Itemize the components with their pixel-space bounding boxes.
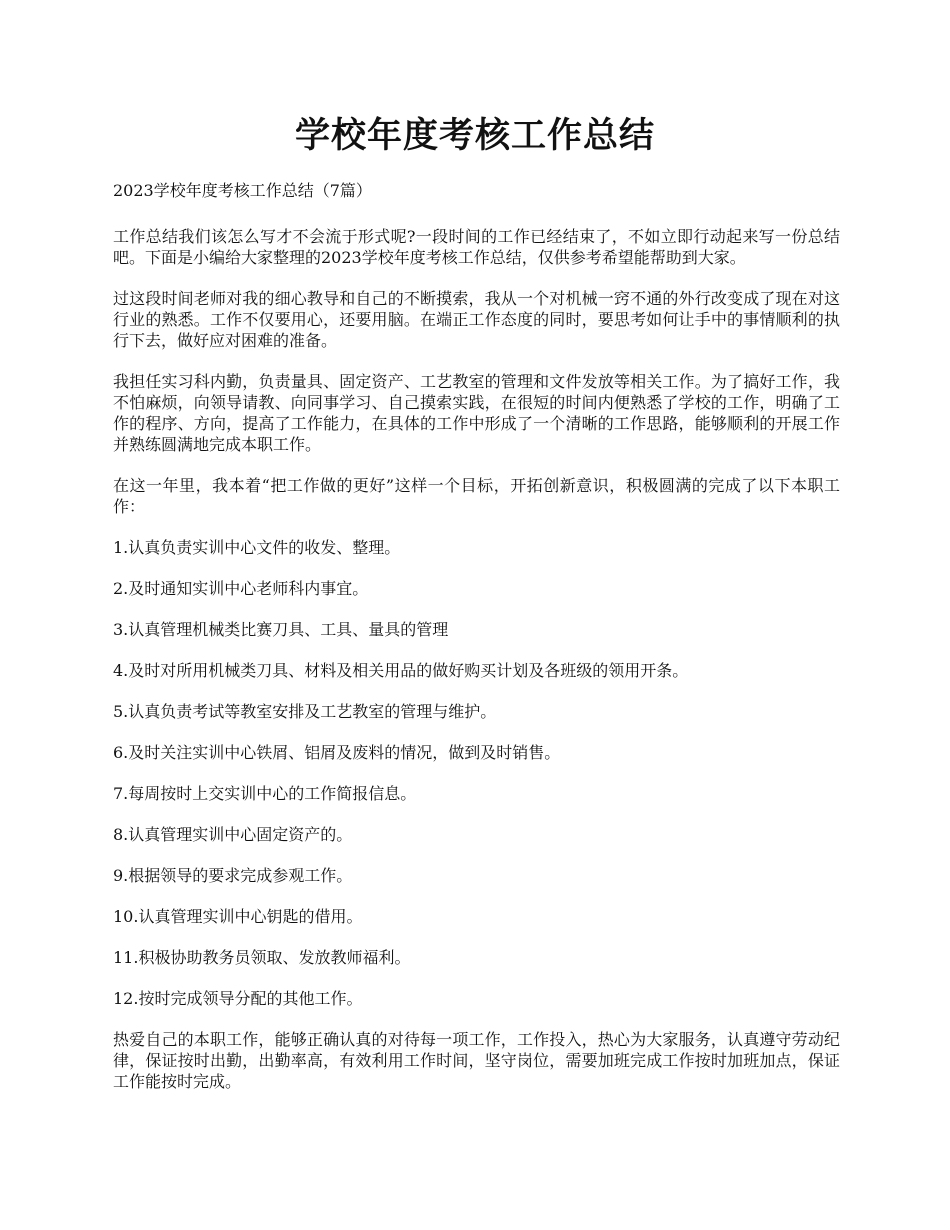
list-item: 6.及时关注实训中心铁屑、铝屑及废料的情况，做到及时销售。 [113,743,561,762]
list-item: 4.及时对所用机械类刀具、材料及相关用品的做好购买计划及各班级的领用开条。 [113,661,689,680]
paragraph-duties: 我担任实习科内勤，负责量具、固定资产、工艺教室的管理和文件发放等相关工作。为了搞好工作，我不怕麻烦，向领导请教、向同事学习、自己摸索实践，在很短的时间内便熟悉了学校的工作，明确了工作的程序、方向，提高了工作能力，在具体的工作中形成了一个清晰的工作思路，能够顺利的开展工作并熟练圆满地完成本职工作。 [113,372,840,454]
list-item: 9.根据领导的要求完成参观工作。 [113,866,353,885]
paragraph-goal: 在这一年里，我本着“把工作做的更好”这样一个目标，开拓创新意识，积极圆满的完成了以下本职工作： [113,476,840,516]
list-item: 5.认真负责考试等教室安排及工艺教室的管理与维护。 [113,702,497,721]
document-title: 学校年度考核工作总结 [294,115,655,156]
list-item: 7.每周按时上交实训中心的工作简报信息。 [113,784,417,803]
document-subtitle: 2023学校年度考核工作总结（7篇） [113,181,372,200]
paragraph-closing: 热爱自己的本职工作，能够正确认真的对待每一项工作，工作投入，热心为大家服务，认真遵守劳动纪律，保证按时出勤，出勤率高，有效利用工作时间，坚守岗位，需要加班完成工作按时加班加点，保证工作能按时完成。 [113,1030,840,1091]
list-item: 1.认真负责实训中心文件的收发、整理。 [113,538,401,557]
list-item: 11.积极协助教务员领取、发放教师福利。 [113,948,411,967]
paragraph-intro: 工作总结我们该怎么写才不会流于形式呢?一段时间的工作已经结束了，不如立即行动起来写一份总结吧。下面是小编给大家整理的2023学校年度考核工作总结，仅供参考希望能帮助到大家。 [113,227,840,267]
list-item: 8.认真管理实训中心固定资产的。 [113,825,353,844]
list-item: 10.认真管理实训中心钥匙的借用。 [113,907,363,926]
list-item: 2.及时通知实训中心老师科内事宜。 [113,579,369,598]
document-body [113,180,840,1112]
list-item: 12.按时完成领导分配的其他工作。 [113,989,363,1008]
list-item: 3.认真管理机械类比赛刀具、工具、量具的管理 [113,620,449,639]
paragraph-learning: 过这段时间老师对我的细心教导和自己的不断摸索，我从一个对机械一窍不通的外行改变成了现在对这行业的熟悉。工作不仅要用心，还要用脑。在端正工作态度的同时，要思考如何让手中的事情顺利的执行下去，做好应对困难的准备。 [113,289,840,350]
